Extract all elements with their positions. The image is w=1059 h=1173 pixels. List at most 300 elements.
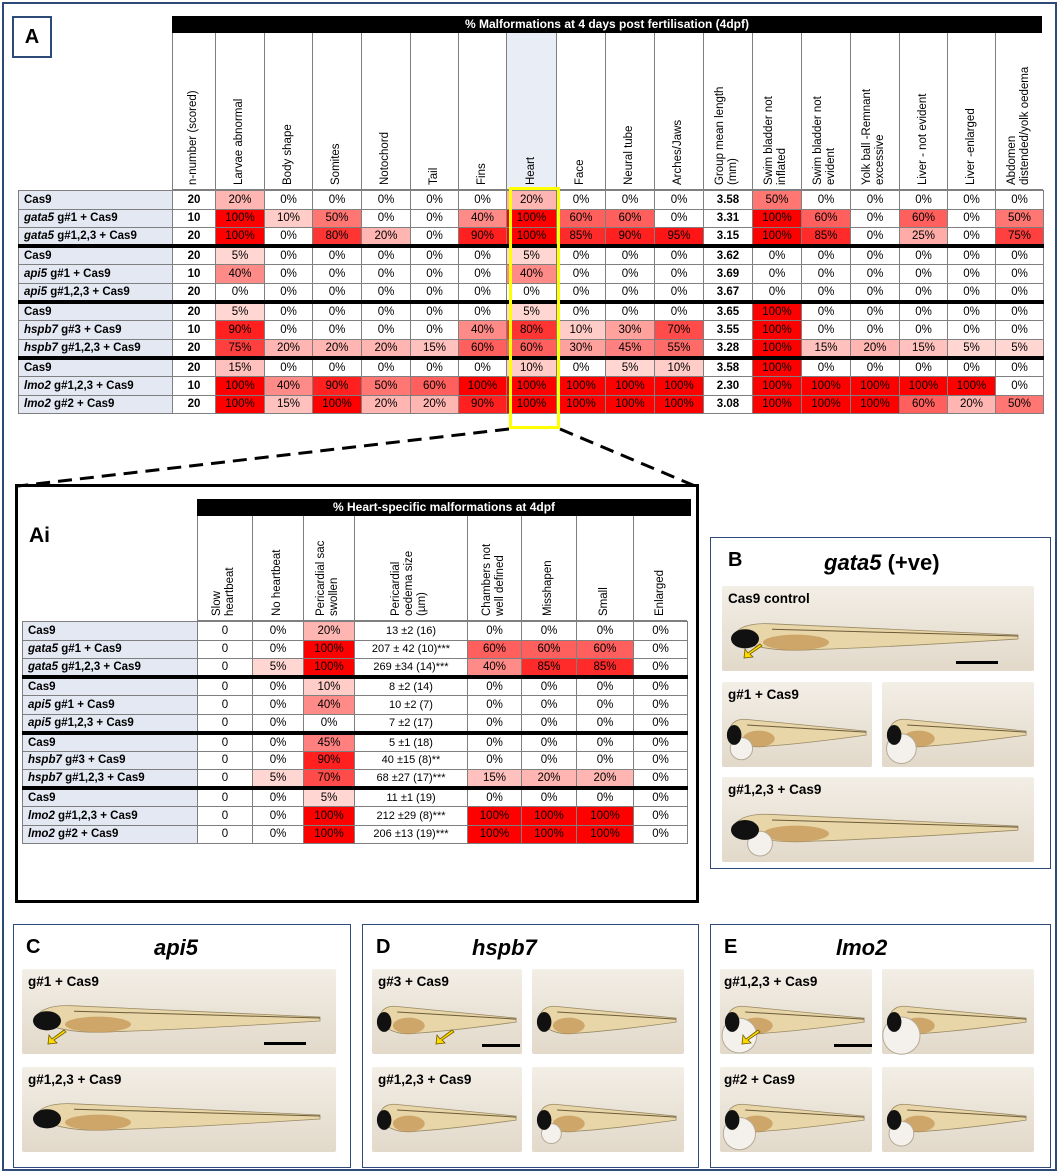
table-cell: 0% bbox=[851, 246, 900, 265]
table-cell: 20 bbox=[173, 358, 216, 377]
table-cell: 0% bbox=[996, 265, 1044, 284]
table-cell: 55% bbox=[655, 339, 704, 358]
row-label bbox=[23, 677, 198, 696]
table-a-title: % Malformations at 4 days post fertilisation (4dpf) bbox=[172, 16, 1042, 33]
table-cell: 85% bbox=[557, 228, 606, 247]
table-cell: 0% bbox=[802, 191, 851, 210]
table-cell: 3.67 bbox=[704, 283, 753, 302]
column-header-label: Face bbox=[574, 159, 586, 185]
table-cell: 0% bbox=[802, 246, 851, 265]
column-header bbox=[303, 516, 354, 621]
table-cell: 0% bbox=[996, 191, 1044, 210]
table-cell: 100% bbox=[753, 321, 802, 340]
column-header bbox=[215, 33, 264, 190]
table-cell: 0% bbox=[313, 246, 362, 265]
column-header-label: No heartbeat bbox=[271, 549, 283, 616]
table-cell: 100% bbox=[802, 376, 851, 395]
table-cell: 75% bbox=[996, 228, 1044, 247]
table-cell: 0% bbox=[655, 302, 704, 321]
table-cell: 0 bbox=[198, 714, 253, 733]
table-cell: 100% bbox=[577, 807, 634, 826]
column-header-label: Small bbox=[598, 587, 610, 616]
table-cell: 0% bbox=[253, 622, 304, 641]
row-label bbox=[19, 321, 173, 340]
table-cell: 0% bbox=[459, 283, 507, 302]
table-cell: 0% bbox=[468, 622, 522, 641]
table-cell: 5% bbox=[948, 339, 996, 358]
table-cell: 0% bbox=[362, 358, 411, 377]
table-cell: 15% bbox=[900, 339, 948, 358]
column-header bbox=[801, 33, 850, 190]
table-cell: 0% bbox=[265, 321, 313, 340]
heart-column-highlight bbox=[509, 187, 560, 429]
table-cell: 100% bbox=[216, 209, 265, 228]
table-cell: 0% bbox=[411, 228, 459, 247]
table-cell: 0% bbox=[253, 640, 304, 659]
table-cell: 20 bbox=[173, 395, 216, 414]
table-cell: 0% bbox=[900, 283, 948, 302]
table-cell: 0% bbox=[634, 770, 688, 789]
table-cell: 0% bbox=[313, 265, 362, 284]
gene-name: hspb7 bbox=[28, 754, 62, 767]
table-cell: 100% bbox=[522, 825, 577, 844]
table-cell: 0% bbox=[851, 358, 900, 377]
table-cell: 60% bbox=[900, 395, 948, 414]
row-label bbox=[23, 733, 198, 752]
table-cell: 100% bbox=[313, 395, 362, 414]
panel-label-b: B bbox=[728, 549, 743, 571]
table-cell: 40% bbox=[216, 265, 265, 284]
scale-bar-b bbox=[956, 661, 998, 664]
table-cell: 85% bbox=[522, 659, 577, 678]
larva-photo-lmo2-g123-b bbox=[882, 969, 1034, 1054]
column-header-label: n-number (scored) bbox=[187, 90, 199, 185]
column-header-label: Arches/Jaws bbox=[672, 119, 684, 185]
table-cell: 0% bbox=[557, 283, 606, 302]
table-cell: 5 ±1 (18) bbox=[355, 733, 468, 752]
table-cell: 90% bbox=[313, 376, 362, 395]
column-header bbox=[633, 516, 687, 621]
table-cell: 0% bbox=[411, 209, 459, 228]
table-cell: 100% bbox=[507, 395, 557, 414]
table-cell: 5% bbox=[606, 358, 655, 377]
panel-label-c: C bbox=[26, 936, 41, 958]
table-cell: 20% bbox=[362, 228, 411, 247]
table-cell: 0% bbox=[577, 751, 634, 770]
table-cell: 0% bbox=[851, 283, 900, 302]
table-cell: 90% bbox=[606, 228, 655, 247]
table-cell: 10 bbox=[173, 321, 216, 340]
table-cell: 0% bbox=[216, 283, 265, 302]
table-row bbox=[23, 659, 688, 678]
column-header-label: Chambers not well defined bbox=[480, 543, 506, 616]
table-cell: 60% bbox=[557, 209, 606, 228]
table-cell: 0% bbox=[557, 246, 606, 265]
table-cell: 0% bbox=[411, 191, 459, 210]
table-cell: 5% bbox=[304, 788, 355, 807]
table-cell: 90% bbox=[304, 751, 355, 770]
column-header bbox=[506, 33, 556, 190]
table-cell: 100% bbox=[304, 640, 355, 659]
table-cell: 20% bbox=[948, 395, 996, 414]
table-cell: 13 ±2 (16) bbox=[355, 622, 468, 641]
panel-b-title: gata5 (+ve) bbox=[824, 550, 940, 575]
table-cell: 75% bbox=[216, 339, 265, 358]
panel-c-label-g1: g#1 + Cas9 bbox=[28, 974, 99, 989]
table-cell: 3.55 bbox=[704, 321, 753, 340]
table-cell: 5% bbox=[996, 339, 1044, 358]
table-cell: 0% bbox=[522, 751, 577, 770]
table-cell: 0% bbox=[996, 358, 1044, 377]
gene-name: lmo2 bbox=[24, 379, 51, 392]
table-cell: 0% bbox=[577, 733, 634, 752]
table-cell: 100% bbox=[753, 339, 802, 358]
table-cell: 5% bbox=[253, 770, 304, 789]
table-cell: 40% bbox=[459, 321, 507, 340]
row-label bbox=[19, 191, 173, 210]
table-row bbox=[23, 696, 688, 715]
guide-label: Cas9 bbox=[28, 624, 56, 637]
table-row bbox=[23, 825, 688, 844]
row-label bbox=[23, 714, 198, 733]
table-cell: 100% bbox=[522, 807, 577, 826]
table-cell: 0% bbox=[362, 283, 411, 302]
table-cell: 100% bbox=[851, 376, 900, 395]
table-cell: 0% bbox=[362, 209, 411, 228]
table-cell: 15% bbox=[468, 770, 522, 789]
table-cell: 45% bbox=[304, 733, 355, 752]
table-cell: 0% bbox=[851, 265, 900, 284]
table-cell: 3.69 bbox=[704, 265, 753, 284]
table-cell: 0% bbox=[557, 302, 606, 321]
table-cell: 50% bbox=[996, 395, 1044, 414]
table-cell: 0% bbox=[634, 677, 688, 696]
table-cell: 0% bbox=[253, 751, 304, 770]
table-cell: 0% bbox=[634, 751, 688, 770]
table-cell: 0 bbox=[198, 640, 253, 659]
table-cell: 0% bbox=[851, 209, 900, 228]
table-cell: 0% bbox=[948, 191, 996, 210]
table-cell: 2.30 bbox=[704, 376, 753, 395]
guide-label: g#1,2,3 + Cas9 bbox=[54, 230, 137, 243]
row-label bbox=[23, 807, 198, 826]
table-row bbox=[23, 714, 688, 733]
guide-label: g#1,2,3 + Cas9 bbox=[57, 341, 141, 354]
column-header-label: Swim bladder not inflated bbox=[763, 96, 788, 185]
table-cell: 0% bbox=[468, 714, 522, 733]
column-header-label: Group mean length (mm) bbox=[714, 86, 739, 185]
column-header-label: Heart bbox=[524, 156, 537, 185]
table-cell: 20% bbox=[313, 339, 362, 358]
table-cell: 90% bbox=[216, 321, 265, 340]
table-cell: 0% bbox=[411, 246, 459, 265]
table-cell: 0% bbox=[802, 358, 851, 377]
table-cell: 40% bbox=[459, 209, 507, 228]
table-row bbox=[23, 807, 688, 826]
row-label bbox=[23, 622, 198, 641]
table-cell: 0% bbox=[634, 788, 688, 807]
table-cell: 0% bbox=[996, 283, 1044, 302]
table-cell: 100% bbox=[304, 807, 355, 826]
table-cell: 11 ±1 (19) bbox=[355, 788, 468, 807]
table-cell: 0% bbox=[468, 677, 522, 696]
column-header-label: Liver -enlarged bbox=[964, 108, 977, 185]
table-cell: 40% bbox=[507, 265, 557, 284]
guide-label: g#1,2,3 + Cas9 bbox=[61, 772, 145, 784]
table-cell: 0% bbox=[459, 246, 507, 265]
table-cell: 0% bbox=[753, 246, 802, 265]
row-label bbox=[19, 302, 173, 321]
table-cell: 3.58 bbox=[704, 358, 753, 377]
table-cell: 0% bbox=[948, 246, 996, 265]
row-label bbox=[19, 246, 173, 265]
table-cell: 20% bbox=[851, 339, 900, 358]
row-label bbox=[19, 228, 173, 247]
table-cell: 5% bbox=[507, 246, 557, 265]
guide-label: g#1,2,3 + Cas9 bbox=[47, 286, 130, 299]
row-label bbox=[19, 376, 173, 395]
column-header bbox=[410, 33, 458, 190]
column-header bbox=[252, 516, 303, 621]
table-cell: 0% bbox=[522, 733, 577, 752]
table-cell: 0% bbox=[655, 209, 704, 228]
guide-label: Cas9 bbox=[24, 306, 52, 319]
table-cell: 10% bbox=[265, 209, 313, 228]
table-cell: 100% bbox=[507, 376, 557, 395]
column-header-label: Neural tube bbox=[623, 125, 635, 185]
table-cell: 100% bbox=[557, 376, 606, 395]
table-cell: 0% bbox=[557, 358, 606, 377]
table-cell: 0% bbox=[253, 714, 304, 733]
table-cell: 0% bbox=[948, 265, 996, 284]
table-cell: 10% bbox=[655, 358, 704, 377]
table-cell: 0% bbox=[362, 265, 411, 284]
table-row bbox=[23, 788, 688, 807]
table-cell: 3.28 bbox=[704, 339, 753, 358]
table-cell: 207 ± 42 (10)*** bbox=[355, 640, 468, 659]
table-cell: 0 bbox=[198, 622, 253, 641]
table-cell: 100% bbox=[753, 395, 802, 414]
guide-label: g#1,2,3 + Cas9 bbox=[50, 379, 134, 392]
guide-label: Cas9 bbox=[28, 736, 56, 749]
larva-photo-hspb7-g123-b bbox=[532, 1067, 684, 1152]
table-cell: 70% bbox=[655, 321, 704, 340]
table-cell: 0 bbox=[198, 659, 253, 678]
table-cell: 15% bbox=[216, 358, 265, 377]
column-header bbox=[354, 516, 467, 621]
column-header bbox=[361, 33, 410, 190]
larva-photo-gata5-g1-b bbox=[882, 682, 1034, 767]
table-cell: 100% bbox=[507, 209, 557, 228]
table-cell: 206 ±13 (19)*** bbox=[355, 825, 468, 844]
table-cell: 20 bbox=[173, 228, 216, 247]
table-cell: 100% bbox=[753, 228, 802, 247]
table-cell: 0 bbox=[198, 696, 253, 715]
gene-name: api5 bbox=[24, 268, 48, 281]
table-cell: 0% bbox=[253, 733, 304, 752]
column-header bbox=[995, 33, 1043, 190]
table-cell: 0% bbox=[411, 265, 459, 284]
table-cell: 20% bbox=[304, 622, 355, 641]
table-cell: 0% bbox=[253, 807, 304, 826]
guide-label: g#1 + Cas9 bbox=[54, 212, 118, 225]
heart-malformation-table bbox=[22, 621, 688, 844]
column-header bbox=[467, 516, 521, 621]
table-cell: 0% bbox=[948, 358, 996, 377]
table-cell: 20 bbox=[173, 339, 216, 358]
table-cell: 0% bbox=[577, 788, 634, 807]
table-cell: 0% bbox=[802, 265, 851, 284]
table-cell: 100% bbox=[655, 395, 704, 414]
larva-photo-hspb7-g3-b bbox=[532, 969, 684, 1054]
table-cell: 269 ±34 (14)*** bbox=[355, 659, 468, 678]
table-cell: 0% bbox=[577, 696, 634, 715]
panel-b-label-control: Cas9 control bbox=[728, 591, 810, 606]
table-cell: 0% bbox=[900, 321, 948, 340]
table-cell: 0% bbox=[362, 321, 411, 340]
table-cell: 100% bbox=[948, 376, 996, 395]
column-header bbox=[850, 33, 899, 190]
row-label bbox=[19, 265, 173, 284]
column-header bbox=[752, 33, 801, 190]
table-cell: 0% bbox=[411, 321, 459, 340]
table-cell: 0% bbox=[313, 321, 362, 340]
table-cell: 100% bbox=[802, 395, 851, 414]
table-cell: 0 bbox=[198, 807, 253, 826]
row-label bbox=[23, 640, 198, 659]
table-cell: 40% bbox=[265, 376, 313, 395]
column-header-label: Pericardial oedema size (µm) bbox=[390, 550, 428, 616]
table-cell: 60% bbox=[802, 209, 851, 228]
table-cell: 20 bbox=[173, 283, 216, 302]
guide-label: g#1 + Cas9 bbox=[51, 698, 115, 711]
table-cell: 7 ±2 (17) bbox=[355, 714, 468, 733]
column-header bbox=[654, 33, 703, 190]
table-cell: 100% bbox=[606, 395, 655, 414]
table-cell: 0% bbox=[577, 714, 634, 733]
table-cell: 20% bbox=[362, 395, 411, 414]
column-header-label: Somites bbox=[330, 143, 342, 185]
table-cell: 100% bbox=[655, 376, 704, 395]
table-cell: 0% bbox=[468, 751, 522, 770]
table-cell: 20% bbox=[216, 191, 265, 210]
table-cell: 85% bbox=[802, 228, 851, 247]
table-cell: 68 ±27 (17)*** bbox=[355, 770, 468, 789]
column-header-label: Larvae abnormal bbox=[233, 98, 245, 185]
guide-label: Cas9 bbox=[24, 250, 52, 263]
table-cell: 5% bbox=[216, 246, 265, 265]
scale-bar-c bbox=[264, 1042, 306, 1045]
panel-e-title: lmo2 bbox=[836, 935, 888, 960]
table-cell: 10 bbox=[173, 265, 216, 284]
table-cell: 100% bbox=[468, 825, 522, 844]
row-label bbox=[23, 659, 198, 678]
table-cell: 100% bbox=[216, 395, 265, 414]
column-header-label: Fins bbox=[475, 163, 488, 185]
table-cell: 100% bbox=[216, 376, 265, 395]
table-cell: 0% bbox=[948, 321, 996, 340]
gene-name: lmo2 bbox=[28, 809, 55, 822]
table-cell: 0% bbox=[522, 788, 577, 807]
table-cell: 0% bbox=[265, 302, 313, 321]
table-row bbox=[23, 770, 688, 789]
table-cell: 0% bbox=[459, 358, 507, 377]
table-cell: 0% bbox=[606, 191, 655, 210]
larva-photo-lmo2-g2-b bbox=[882, 1067, 1034, 1152]
table-cell: 0% bbox=[900, 358, 948, 377]
table-cell: 0% bbox=[634, 622, 688, 641]
table-cell: 40% bbox=[468, 659, 522, 678]
column-header bbox=[521, 516, 576, 621]
table-cell: 0% bbox=[948, 228, 996, 247]
table-cell: 0% bbox=[362, 302, 411, 321]
table-cell: 20 bbox=[173, 302, 216, 321]
table-cell: 0% bbox=[313, 358, 362, 377]
panel-b-label-g123: g#1,2,3 + Cas9 bbox=[728, 782, 822, 797]
table-cell: 0% bbox=[313, 283, 362, 302]
table-cell: 0% bbox=[851, 302, 900, 321]
table-cell: 60% bbox=[468, 640, 522, 659]
row-label bbox=[23, 696, 198, 715]
table-cell: 0% bbox=[313, 191, 362, 210]
table-cell: 0% bbox=[802, 302, 851, 321]
table-cell: 100% bbox=[900, 376, 948, 395]
guide-label: g#1,2,3 + Cas9 bbox=[58, 661, 141, 673]
guide-label: g#1 + Cas9 bbox=[58, 643, 122, 656]
table-cell: 90% bbox=[459, 395, 507, 414]
table-cell: 100% bbox=[851, 395, 900, 414]
table-cell: 0% bbox=[634, 825, 688, 844]
table-cell: 50% bbox=[362, 376, 411, 395]
column-header-label: Abdomen distended/yolk oedema bbox=[1005, 66, 1031, 185]
guide-label: g#1,2,3 + Cas9 bbox=[54, 809, 138, 822]
table-cell: 0% bbox=[948, 209, 996, 228]
table-cell: 15% bbox=[802, 339, 851, 358]
table-cell: 60% bbox=[606, 209, 655, 228]
row-label bbox=[19, 339, 173, 358]
gene-name: hspb7 bbox=[24, 323, 58, 336]
table-cell: 0% bbox=[753, 283, 802, 302]
table-cell: 100% bbox=[753, 302, 802, 321]
table-cell: 15% bbox=[411, 339, 459, 358]
table-cell: 0% bbox=[253, 696, 304, 715]
table-cell: 5% bbox=[253, 659, 304, 678]
table-cell: 10 ±2 (7) bbox=[355, 696, 468, 715]
column-header bbox=[605, 33, 654, 190]
table-cell: 0 bbox=[198, 751, 253, 770]
row-label bbox=[19, 209, 173, 228]
table-cell: 3.31 bbox=[704, 209, 753, 228]
column-header bbox=[899, 33, 947, 190]
panel-d-label-g3: g#3 + Cas9 bbox=[378, 974, 449, 989]
table-cell: 0% bbox=[253, 788, 304, 807]
column-header bbox=[703, 33, 752, 190]
table-cell: 0% bbox=[753, 265, 802, 284]
gene-name: api5 bbox=[24, 286, 48, 299]
gene-name: lmo2 bbox=[28, 828, 55, 841]
gene-name: hspb7 bbox=[28, 772, 62, 784]
table-cell: 0% bbox=[522, 696, 577, 715]
table-cell: 212 ±29 (8)*** bbox=[355, 807, 468, 826]
table-cell: 3.08 bbox=[704, 395, 753, 414]
table-cell: 0% bbox=[634, 807, 688, 826]
table-cell: 0% bbox=[459, 191, 507, 210]
table-cell: 5% bbox=[507, 302, 557, 321]
table-cell: 20 bbox=[173, 246, 216, 265]
table-row bbox=[23, 622, 688, 641]
table-cell: 60% bbox=[411, 376, 459, 395]
table-cell: 0% bbox=[577, 677, 634, 696]
